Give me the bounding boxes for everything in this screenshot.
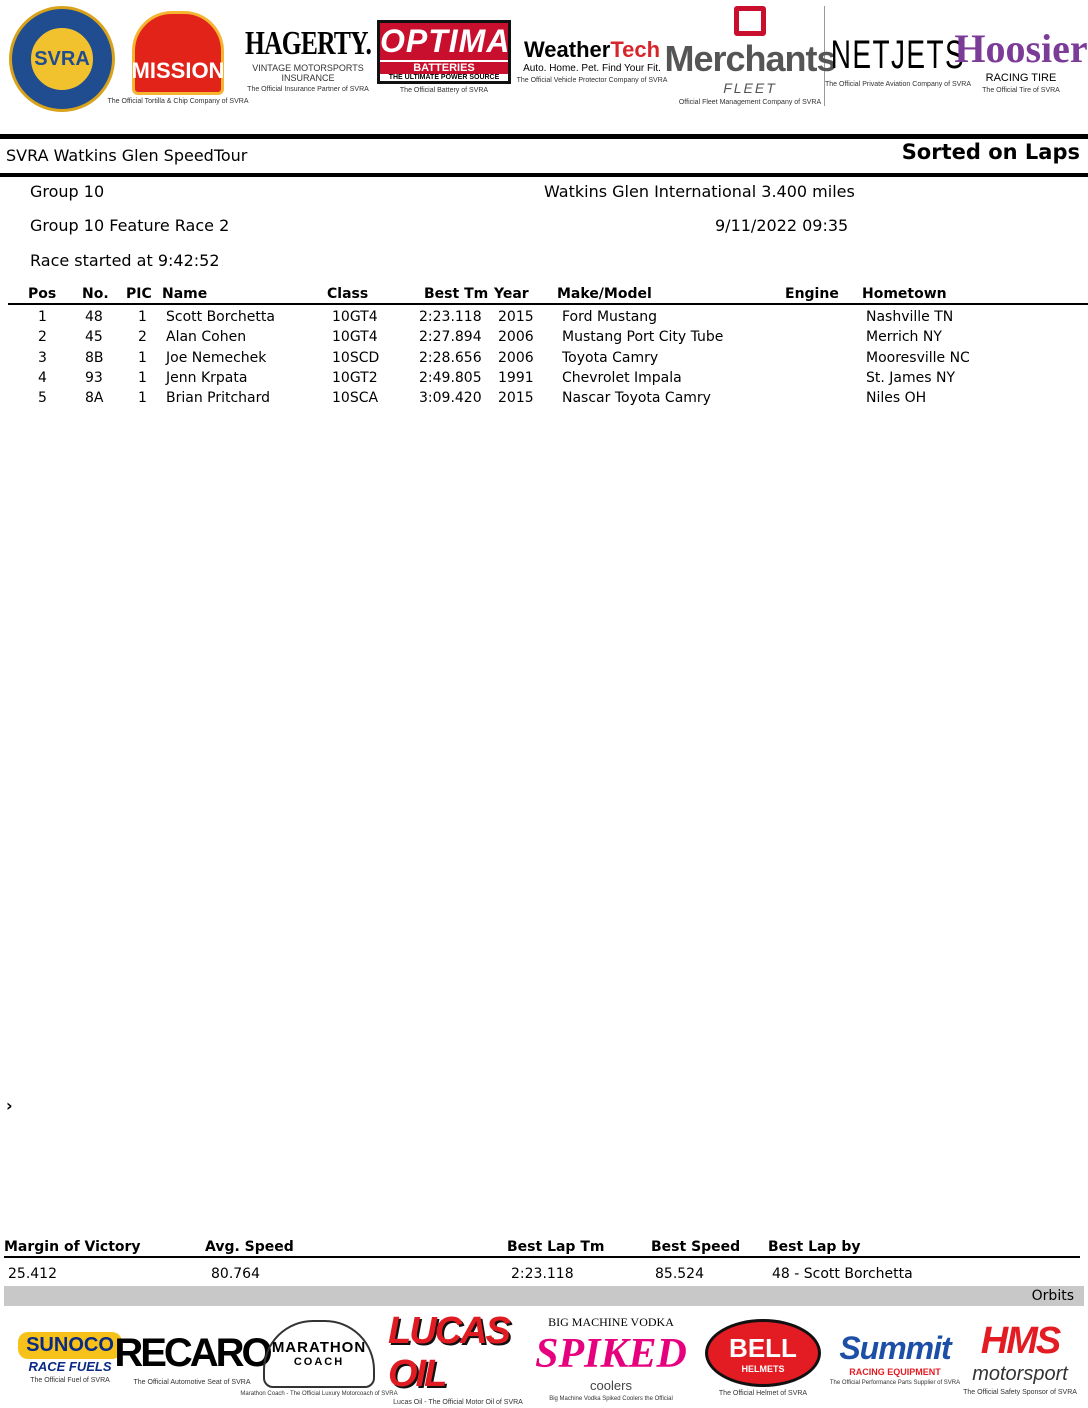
- summit-tagline: The Official Performance Parts Supplier of SVRA: [829, 1380, 961, 1386]
- sunoco-tagline: The Official Fuel of SVRA: [30, 1377, 110, 1384]
- cell-class: 10SCA: [332, 390, 379, 406]
- margin-value: 25.412: [8, 1266, 57, 1282]
- cell-pos: 3: [38, 350, 47, 366]
- cell-class: 10GT4: [332, 329, 378, 345]
- cell-pic: 1: [138, 309, 147, 325]
- cell-hometown: Mooresville NC: [866, 350, 970, 366]
- mission-tagline: The Official Tortilla & Chip Company of SVRA: [107, 98, 249, 105]
- table-header-rule: [8, 303, 1088, 305]
- best-lap-tm-label: Best Lap Tm: [507, 1239, 605, 1255]
- best-lap-by-value: 48 - Scott Borchetta: [772, 1266, 913, 1282]
- datetime-label: 9/11/2022 09:35: [715, 216, 849, 235]
- cell-pic: 2: [138, 329, 147, 345]
- col-engine: Engine: [785, 286, 839, 302]
- race-start-label: Race started at 9:42:52: [30, 251, 220, 270]
- netjets-logo: NETJETS The Official Private Aviation Company of SVRA: [824, 32, 972, 88]
- recaro-tagline: The Official Automotive Seat of SVRA: [133, 1378, 251, 1386]
- col-make-model: Make/Model: [557, 286, 652, 302]
- orbits-label: Orbits: [1031, 1288, 1074, 1304]
- lucas-tagline: Lucas Oil - The Official Motor Oil of SVRA: [393, 1399, 523, 1406]
- summit-racing-logo: Summit RACING EQUIPMENT The Official Performance Parts Supplier of SVRA: [829, 1330, 961, 1386]
- cell-pos: 1: [38, 309, 47, 325]
- lucas-oil-logo: LUCAS OIL Lucas Oil - The Official Motor Oil of SVRA: [388, 1310, 523, 1406]
- best-lap-by-label: Best Lap by: [768, 1239, 861, 1255]
- avg-speed-value: 80.764: [211, 1266, 260, 1282]
- cell-hometown: St. James NY: [866, 370, 956, 386]
- cell-pos: 2: [38, 329, 47, 345]
- spiked-coolers-logo: BIG MACHINE VODKA SPIKED coolers Big Machine Vodka Spiked Coolers the Official: [535, 1314, 687, 1402]
- col-no: No.: [82, 286, 109, 302]
- col-pos: Pos: [28, 286, 57, 302]
- cell-pic: 1: [138, 390, 147, 406]
- hagerty-logo: HAGERTY. VINTAGE MOTORSPORTS INSURANCE The Official Insurance Partner of SVRA: [244, 25, 372, 93]
- cell-name: Brian Pritchard: [166, 390, 271, 406]
- cell-best-tm: 2:49.805: [419, 370, 482, 386]
- cell-pic: 1: [138, 350, 147, 366]
- svra-logo: [8, 4, 116, 114]
- mission-logo: [107, 6, 249, 110]
- cell-year: 2015: [498, 309, 534, 325]
- cell-name: Joe Nemechek: [166, 350, 267, 366]
- cell-make-model: Nascar Toyota Camry: [562, 390, 711, 406]
- orbits-bar: [4, 1286, 1084, 1306]
- weathertech-logo: WeatherTech Auto. Home. Pet. Find Your Fit. The Official Vehicle Protector Company of SVRA: [516, 36, 668, 84]
- hagerty-tagline: The Official Insurance Partner of SVRA: [247, 86, 369, 93]
- spiked-tagline: Big Machine Vodka Spiked Coolers the Official: [549, 1395, 673, 1402]
- stray-mark: ›: [6, 1096, 13, 1115]
- svra-badge-icon: SVRA: [9, 6, 115, 112]
- merchants-tagline: Official Fleet Management Company of SVRA: [678, 99, 822, 106]
- cell-year: 2006: [498, 350, 534, 366]
- summary-rule: [4, 1256, 1080, 1258]
- hms-motorsport-logo: HMS motorsport The Official Safety Sponsor of SVRA: [963, 1320, 1077, 1396]
- session-label: Group 10 Feature Race 2: [30, 216, 230, 235]
- cell-no: 48: [85, 309, 103, 325]
- marathon-tagline: Marathon Coach - The Official Luxury Motorcoach of SVRA: [240, 1390, 398, 1397]
- optima-tagline: The Official Battery of SVRA: [399, 87, 489, 94]
- cell-year: 2015: [498, 390, 534, 406]
- col-best-tm: Best Tm: [424, 286, 489, 302]
- marathon-badge-icon: MARATHON COACH: [263, 1320, 375, 1388]
- hoosier-tagline: The Official Tire of SVRA: [982, 86, 1060, 94]
- netjets-tagline: The Official Private Aviation Company of SVRA: [824, 80, 972, 88]
- title-top-rule: [0, 134, 1088, 139]
- cell-best-tm: 3:09.420: [419, 390, 482, 406]
- group-label: Group 10: [30, 182, 105, 201]
- col-pic: PIC: [126, 286, 152, 302]
- col-year: Year: [494, 286, 529, 302]
- avg-speed-label: Avg. Speed: [205, 1239, 294, 1255]
- merchants-logo: Merchants FLEET Official Fleet Management Company of SVRA: [676, 6, 825, 106]
- cell-hometown: Nashville TN: [866, 309, 954, 325]
- sunoco-logo: SUNOCO RACE FUELS The Official Fuel of SVRA: [10, 1312, 130, 1404]
- hms-tagline: The Official Safety Sponsor of SVRA: [963, 1389, 1077, 1396]
- col-name: Name: [162, 286, 208, 302]
- mission-badge-icon: MISSION: [132, 11, 224, 95]
- cell-pos: 4: [38, 370, 47, 386]
- cell-pos: 5: [38, 390, 47, 406]
- cell-no: 8B: [85, 350, 104, 366]
- hoosier-logo: Hoosier RACING TIRE The Official Tire of SVRA: [954, 25, 1088, 94]
- cell-make-model: Chevrolet Impala: [562, 370, 682, 386]
- cell-year: 2006: [498, 329, 534, 345]
- bell-tagline: The Official Helmet of SVRA: [718, 1390, 808, 1397]
- best-lap-tm-value: 2:23.118: [511, 1266, 574, 1282]
- bell-badge-icon: BELL HELMETS: [705, 1319, 821, 1387]
- marathon-logo: [240, 1312, 398, 1404]
- top-sponsor-strip: [0, 0, 1088, 130]
- best-speed-value: 85.524: [655, 1266, 704, 1282]
- best-speed-label: Best Speed: [651, 1239, 741, 1255]
- cell-no: 8A: [85, 390, 104, 406]
- col-hometown: Hometown: [862, 286, 947, 302]
- cell-make-model: Toyota Camry: [562, 350, 659, 366]
- cell-no: 45: [85, 329, 103, 345]
- cell-year: 1991: [498, 370, 534, 386]
- track-label: Watkins Glen International 3.400 miles: [544, 182, 855, 201]
- cell-class: 10GT2: [332, 370, 378, 386]
- recaro-logo: RECARO The Official Automotive Seat of SVRA: [114, 1330, 270, 1386]
- cell-class: 10GT4: [332, 309, 378, 325]
- optima-badge-icon: OPTIMA BATTERIES THE ULTIMATE POWER SOURCE: [377, 20, 511, 84]
- cell-best-tm: 2:27.894: [419, 329, 482, 345]
- cell-no: 93: [85, 370, 103, 386]
- cell-class: 10SCD: [332, 350, 380, 366]
- merchants-mark-icon: [734, 6, 766, 36]
- optima-logo: [376, 4, 512, 110]
- title-bottom-rule: [0, 173, 1088, 177]
- cell-make-model: Ford Mustang: [562, 309, 658, 325]
- event-title: SVRA Watkins Glen SpeedTour: [6, 146, 248, 165]
- cell-name: Alan Cohen: [166, 329, 247, 345]
- weathertech-tagline: The Official Vehicle Protector Company of SVRA: [516, 76, 668, 84]
- cell-hometown: Merrich NY: [866, 329, 942, 345]
- cell-make-model: Mustang Port City Tube: [562, 329, 724, 345]
- bell-helmets-logo: [700, 1312, 826, 1404]
- cell-hometown: Niles OH: [866, 390, 927, 406]
- margin-label: Margin of Victory: [4, 1239, 141, 1255]
- cell-best-tm: 2:28.656: [419, 350, 482, 366]
- sort-label: Sorted on Laps: [901, 140, 1080, 164]
- cell-name: Jenn Krpata: [166, 370, 248, 386]
- cell-name: Scott Borchetta: [166, 309, 275, 325]
- cell-pic: 1: [138, 370, 147, 386]
- cell-best-tm: 2:23.118: [419, 309, 482, 325]
- col-class: Class: [327, 286, 369, 302]
